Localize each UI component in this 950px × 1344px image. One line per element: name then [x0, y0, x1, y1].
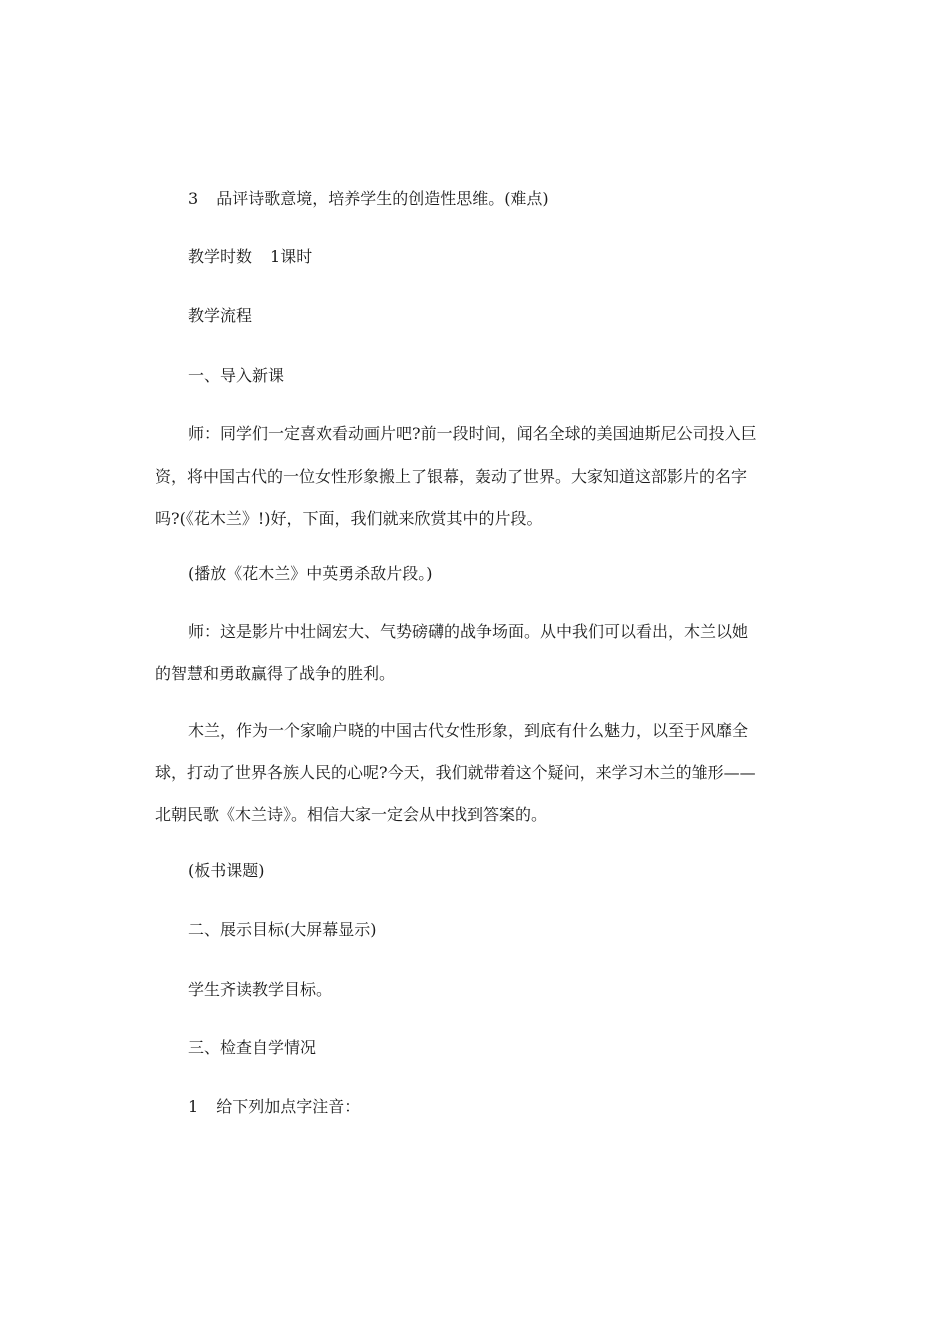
section-3-heading: 三、检查自学情况 [188, 1038, 317, 1057]
teacher-paragraph-2-line-1: 师：这是影片中壮阔宏大、气势磅礴的战争场面。从中我们可以看出，木兰以她 [188, 622, 749, 641]
objective-3-number: 3 [188, 189, 199, 208]
teacher-paragraph-1-line-2: 资，将中国古代的一位女性形象搬上了银幕，轰动了世界。大家知道这部影片的名字 [155, 467, 748, 486]
teacher-paragraph-1-line-3: 吗?(《花木兰》!)好，下面，我们就来欣赏其中的片段。 [155, 509, 543, 528]
board-title-note: (板书课题) [188, 861, 265, 880]
read-goals-line: 学生齐读教学目标。 [188, 980, 333, 999]
mulan-paragraph-line-2: 球，打动了世界各族人民的心呢?今天，我们就带着这个疑问，来学习木兰的雏形—— [155, 763, 756, 782]
objective-3-text: 品评诗歌意境，培养学生的创造性思维。(难点) [216, 189, 549, 208]
teacher-paragraph-2-line-2: 的智慧和勇敢赢得了战争的胜利。 [155, 664, 396, 683]
objective-3 [188, 189, 549, 209]
teaching-hours-label: 教学时数 [188, 247, 253, 266]
section-2-heading: 二、展示目标(大屏幕显示) [188, 920, 377, 939]
item-1-text: 给下列加点字注音： [216, 1097, 361, 1116]
section-1-heading: 一、导入新课 [188, 366, 285, 385]
mulan-paragraph-line-1: 木兰，作为一个家喻户晓的中国古代女性形象，到底有什么魅力，以至于风靡全 [188, 721, 749, 740]
play-clip-note: (播放《花木兰》中英勇杀敌片段。) [188, 564, 433, 583]
teaching-hours-value: 1课时 [270, 247, 313, 266]
item-1 [188, 1097, 360, 1117]
teaching-flow-heading: 教学流程 [188, 306, 253, 325]
teacher-paragraph-1-line-1: 师：同学们一定喜欢看动画片吧?前一段时间，闻名全球的美国迪斯尼公司投入巨 [188, 424, 757, 443]
teaching-hours [188, 247, 312, 267]
mulan-paragraph-line-3: 北朝民歌《木兰诗》。相信大家一定会从中找到答案的。 [155, 805, 548, 824]
item-1-number: 1 [188, 1097, 199, 1116]
